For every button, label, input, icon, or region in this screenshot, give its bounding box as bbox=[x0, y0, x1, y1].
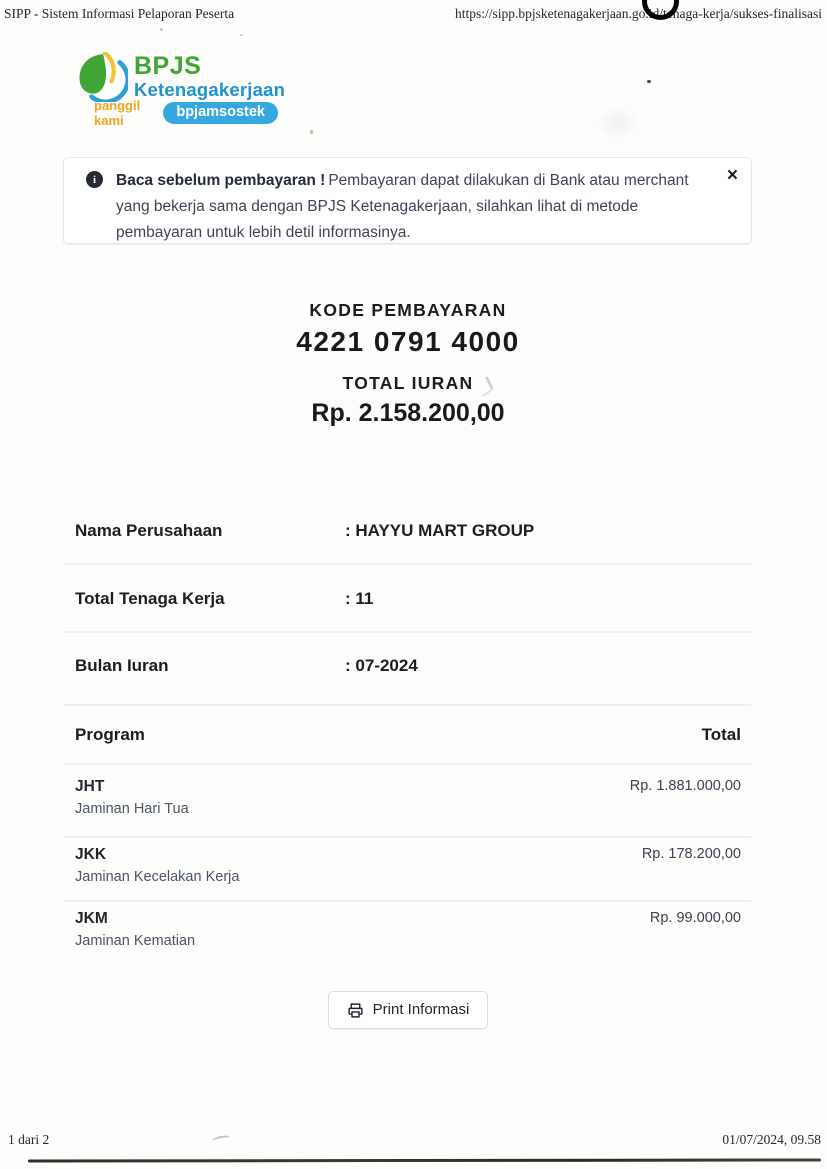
table-row-jkm bbox=[75, 909, 741, 951]
bpjs-logo-text bbox=[134, 54, 285, 100]
bpjs-logo bbox=[68, 50, 286, 128]
table-row-jht bbox=[75, 777, 741, 819]
info-icon: i bbox=[86, 171, 103, 188]
row-divider bbox=[63, 563, 752, 565]
info-label: Bulan Iuran bbox=[75, 656, 169, 675]
info-value: : 07-2024 bbox=[345, 656, 418, 675]
page-count: 1 dari 2 bbox=[8, 1132, 50, 1147]
print-header-url: https://sipp.bpjsketenagakerjaan.go.id/tenaga-kerja/sukses-finalisasi bbox=[454, 6, 822, 21]
info-value: : HAYYU MART GROUP bbox=[345, 521, 535, 540]
program-name: Jaminan Hari Tua bbox=[75, 801, 189, 817]
program-amount: Rp. 178.200,00 bbox=[641, 846, 741, 862]
alert-title: Baca sebelum pembayaran ! bbox=[116, 172, 326, 189]
tagline-text: panggil kami bbox=[94, 98, 141, 128]
scan-artifact bbox=[310, 130, 313, 134]
bpjamsostek-pill: bpjamsostek bbox=[163, 102, 278, 124]
total-iuran-value: Rp. 2.158.200,00 bbox=[311, 399, 505, 427]
scan-artifact bbox=[240, 34, 243, 36]
row-divider bbox=[63, 631, 752, 633]
payment-code-label: KODE PEMBAYARAN bbox=[309, 300, 507, 320]
program-amount: Rp. 99.000,00 bbox=[649, 910, 741, 926]
print-button-label: Print Informasi bbox=[372, 1001, 470, 1018]
payment-summary bbox=[75, 300, 741, 428]
scan-artifact bbox=[647, 80, 651, 83]
row-divider bbox=[63, 704, 752, 706]
program-name: Jaminan Kecelakan Kerja bbox=[75, 869, 240, 885]
print-header bbox=[4, 6, 822, 22]
table-row-jkk bbox=[75, 845, 741, 887]
logo-tagline bbox=[94, 98, 278, 128]
print-footer bbox=[8, 1132, 821, 1148]
program-code: JKM bbox=[75, 910, 108, 927]
logo-ketenagakerjaan-label: Ketenagakerjaan bbox=[134, 79, 286, 100]
scan-artifact bbox=[160, 28, 163, 31]
print-header-title: SIPP - Sistem Informasi Pelaporan Peserta bbox=[4, 6, 235, 21]
print-button-row bbox=[75, 991, 741, 1029]
row-divider bbox=[63, 836, 752, 838]
info-label: Total Tenaga Kerja bbox=[75, 589, 225, 608]
print-informasi-button[interactable] bbox=[328, 991, 489, 1029]
scan-edge-line bbox=[28, 1158, 821, 1162]
program-name: Jaminan Kematian bbox=[75, 933, 196, 949]
bpjs-leaf-icon bbox=[76, 52, 128, 102]
total-iuran-label: TOTAL IURAN bbox=[342, 373, 474, 393]
print-timestamp: 01/07/2024, 09.58 bbox=[722, 1132, 821, 1147]
printer-icon bbox=[347, 1002, 364, 1019]
alert-body: Pembayaran dapat dilakukan di Bank atau merchant yang bekerja sama dengan BPJS Ketenagakerjaan, silahkan lihat di metode pembayaran untuk lebih detil informasinya. bbox=[116, 172, 689, 241]
program-amount: Rp. 1.881.000,00 bbox=[629, 778, 741, 794]
payment-code-value: 4221 0791 4000 bbox=[296, 326, 520, 357]
program-code: JKK bbox=[75, 846, 107, 863]
logo-bpjs-label: BPJS bbox=[134, 52, 202, 80]
program-table-header bbox=[75, 724, 741, 746]
program-column-header: Program bbox=[75, 725, 145, 744]
info-row-total-tenaga-kerja bbox=[75, 588, 741, 610]
close-icon[interactable]: × bbox=[726, 165, 738, 186]
info-row-nama-perusahaan bbox=[75, 520, 741, 542]
alert-text bbox=[116, 168, 716, 246]
info-alert bbox=[63, 157, 752, 244]
total-column-header: Total bbox=[701, 725, 741, 744]
info-row-bulan-iuran bbox=[75, 655, 741, 677]
row-divider bbox=[63, 900, 752, 902]
program-code: JHT bbox=[75, 778, 105, 795]
info-value: : 11 bbox=[345, 589, 374, 608]
info-label: Nama Perusahaan bbox=[75, 521, 223, 540]
row-divider bbox=[63, 763, 752, 765]
scan-artifact bbox=[596, 106, 640, 140]
